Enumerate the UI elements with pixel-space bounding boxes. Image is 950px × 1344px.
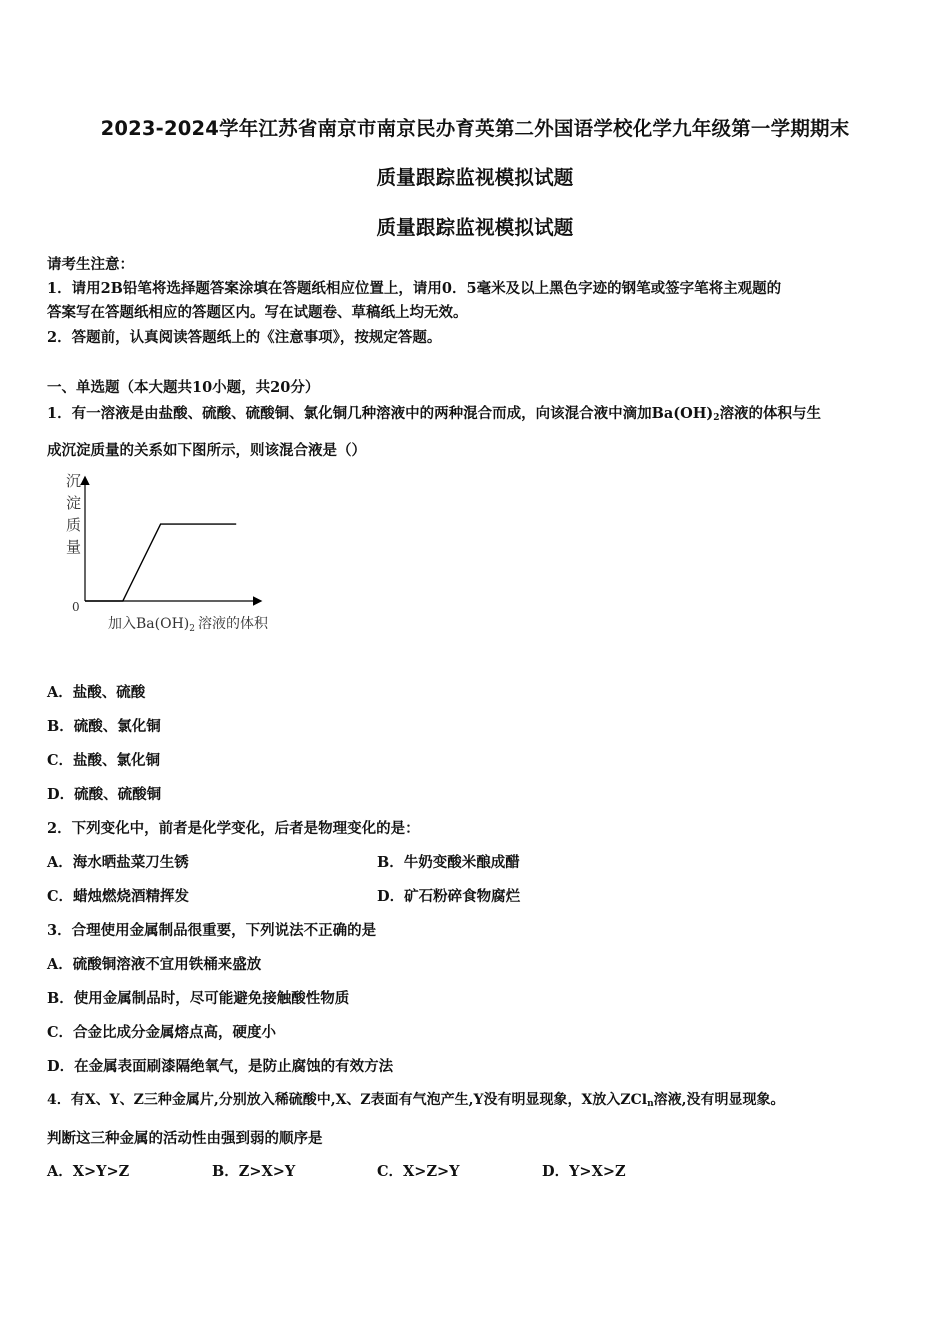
q3-option-a[interactable]: A．硫酸铜溶液不宜用铁桶来盛放 bbox=[47, 956, 262, 973]
q3-option-c[interactable]: C．合金比成分金属熔点高，硬度小 bbox=[47, 1024, 277, 1041]
q2-option-d[interactable]: D．矿石粉碎食物腐烂 bbox=[377, 888, 521, 905]
q4-stem-a bbox=[47, 1089, 784, 1109]
x-axis-label bbox=[108, 615, 269, 634]
q4-stem-a-sub: n bbox=[647, 1099, 654, 1109]
q4-stem-a-pre: 4．有X、Y、Z三种金属片,分别放入稀硫酸中,X、Z表面有气泡产生,Y没有明显现象，X放入ZCl bbox=[47, 1092, 648, 1108]
page-title-line-3: 质量跟踪监视模拟试题 bbox=[376, 216, 574, 239]
series-line bbox=[85, 524, 236, 601]
precipitate-chart bbox=[48, 466, 318, 638]
page-title-line-2: 质量跟踪监视模拟试题 bbox=[376, 166, 574, 189]
y-axis-label-char: 沉 bbox=[66, 472, 82, 490]
notice-item-1a: 1．请用2B铅笔将选择题答案涂填在答题纸相应位置上，请用0．5毫米及以上黑色字迹的钢笔或签字笔将主观题的 bbox=[47, 280, 782, 297]
q4-option-d[interactable]: D．Y>X>Z bbox=[542, 1163, 626, 1180]
q2-option-b[interactable]: B．牛奶变酸米酿成醋 bbox=[377, 854, 520, 871]
q4-option-c[interactable]: C．X>Z>Y bbox=[377, 1163, 460, 1180]
x-axis-label-pre: 加入Ba(OH) bbox=[108, 616, 190, 632]
y-axis-label-char: 淀 bbox=[66, 494, 82, 512]
q1-option-c[interactable]: C．盐酸、氯化铜 bbox=[47, 752, 161, 769]
q4-option-a[interactable]: A．X>Y>Z bbox=[47, 1163, 130, 1180]
q1-formula-sub: 2 bbox=[713, 413, 720, 423]
notice-item-1b: 答案写在答题纸相应的答题区内。写在试题卷、草稿纸上均无效。 bbox=[47, 304, 468, 321]
q1-stem-a-post: 溶液的体积与生 bbox=[719, 405, 822, 422]
notice-item-2: 2．答题前，认真阅读答题纸上的《注意事项》，按规定答题。 bbox=[47, 329, 442, 346]
y-axis-label bbox=[66, 472, 81, 556]
section-heading: 一、单选题（本大题共10小题，共20分） bbox=[47, 379, 320, 396]
x-axis-label-post: 溶液的体积 bbox=[197, 616, 268, 632]
page-title-line-1: 2023-2024学年江苏省南京市南京民办育英第二外国语学校化学九年级第一学期期末 bbox=[100, 117, 850, 140]
notice-heading: 请考生注意： bbox=[47, 256, 134, 273]
q2-option-a[interactable]: A．海水晒盐菜刀生锈 bbox=[47, 854, 189, 871]
q1-option-a[interactable]: A．盐酸、硫酸 bbox=[47, 684, 146, 701]
x-axis-label-sub: 2 bbox=[189, 624, 195, 634]
y-axis-label-char: 量 bbox=[66, 538, 82, 556]
q1-formula: Ba(OH) bbox=[651, 405, 714, 422]
q4-option-b[interactable]: B．Z>X>Y bbox=[212, 1163, 296, 1180]
origin-label: 0 bbox=[72, 600, 80, 614]
q4-stem-b: 判断这三种金属的活动性由强到弱的顺序是 bbox=[47, 1130, 323, 1147]
q4-stem-a-post: 溶液,没有明显现象。 bbox=[653, 1092, 785, 1108]
q3-stem: 3．合理使用金属制品很重要，下列说法不正确的是 bbox=[47, 922, 377, 939]
q3-option-b[interactable]: B．使用金属制品时，尽可能避免接触酸性物质 bbox=[47, 990, 350, 1007]
q2-option-c[interactable]: C．蜡烛燃烧酒精挥发 bbox=[47, 888, 190, 905]
q1-stem-b: 成沉淀质量的关系如下图所示，则该混合液是（） bbox=[47, 442, 366, 459]
q2-stem: 2．下列变化中，前者是化学变化，后者是物理变化的是： bbox=[47, 820, 420, 837]
q1-option-b[interactable]: B．硫酸、氯化铜 bbox=[47, 718, 161, 735]
q1-option-d[interactable]: D．硫酸、硫酸铜 bbox=[47, 786, 162, 803]
q3-option-d[interactable]: D．在金属表面刷漆隔绝氧气，是防止腐蚀的有效方法 bbox=[47, 1058, 394, 1075]
q1-stem-a-pre: 1．有一溶液是由盐酸、硫酸、硫酸铜、氯化铜几种溶液中的两种混合而成，向该混合液中滴加 bbox=[47, 405, 652, 422]
q1-stem-a bbox=[47, 402, 821, 423]
y-axis-label-char: 质 bbox=[66, 516, 82, 534]
